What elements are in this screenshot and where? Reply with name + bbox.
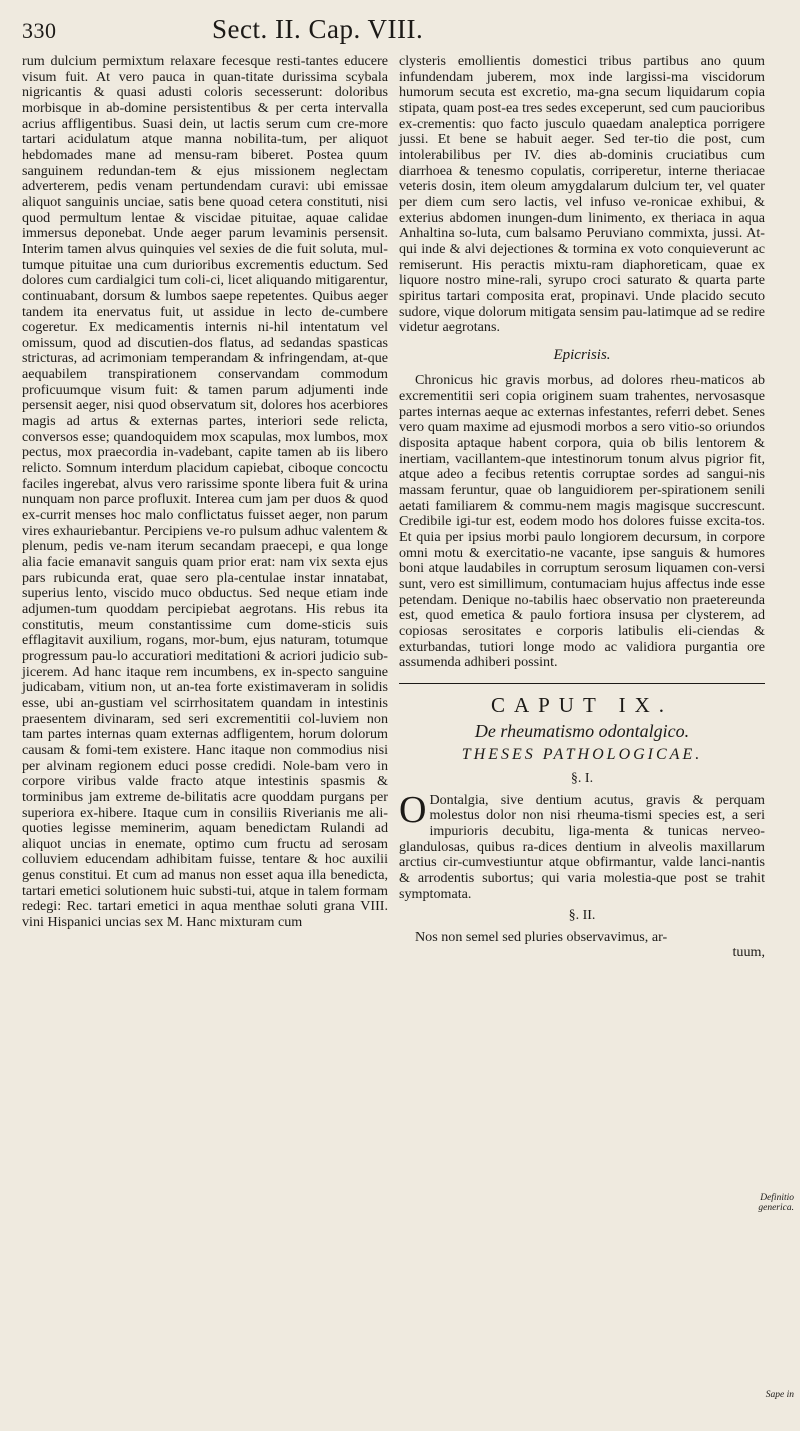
chapter-divider bbox=[399, 683, 765, 684]
section-2-text: Nos non semel sed pluries observavimus, ar- bbox=[415, 928, 668, 945]
theses-heading: THESES PATHOLOGICAE. bbox=[461, 746, 703, 764]
left-column bbox=[22, 54, 388, 931]
right-column bbox=[399, 54, 765, 961]
case-narrative: rum dulcium permixtum relaxare fecesque resti-tantes educere visum fuit. At vero pauca in quan-titate durissima scybala nigricantis & quasi adusti coloris secesserunt: doloribus morbisque in ab-domine persistentibus & per certa intervalla acrius affligentibus. Suasi dein, ut lactis serum cum cre-more tartari acidulatum atque manna nobilita-tum, per aliquot hebdomades mane ad mensu-ram biberet. Postea quum sanguinem redundan-tem & ejus missionem neglectam adverterem, pedis venam pertundendam curavi: ubi emissae aliquot sanguinis unciae, satis bene quoad cetera constituti, nisi quod permultum lentae & viscidae pituitae, aquae calidae immersus deponebat. Unde aeger parum levaminis persensit. Interim tamen alvus quinquies vel sexies de die fuit soluta, mul-tumque pituitae una cum durioribus excrementis eductum. Sed dolores cum cardialgici tum coli-ci, licet aliquando mitigarentur, continuabant, dorsum & lumbos saepe repetentes. Quibus aeger tandem ita enervatus fuit, ut assidue in lecto de-cumbere cogeretur. Ex medicamentis internis ni-hil intentatum vel omissum, quod ad discutien-dos flatus, ad sedandas spasticas stricturas, ad acrimoniam temperandam & infringendam, at-que aequabilem transpirationem conservandam commodum proficuumque visum fuit: & tamen parum adjumenti inde persensit aeger, nisi quod observatum sit, dolores hos acerbiores magis ad artus & externas partes, interiori sede relicta, conversos esse; quandoquidem mox scapulas, mox lumbos, mox pectus, mox praecordia in-vadebant, capite tamen ab iis libero relicto. Somnum interdum placidum capiebat, ciboque concoctu faciles ingerebat, alvus vero rarissime sponte libera fuit & urina nunquam non parce profluxit. Interea cum jam per duos & quod ex-currit menses hoc malo conflictatus fuisset aeger, non parum vires exhauriebantur. Percipiens ve-ro pulsum adhuc valentem & plenum, pedis ve-nam iterum secandam praecepi, e qua longe alia facie emanavit sanguis quam prior erat: nam vix sexta ejus pars rubicunda erat, quae sero pla-centulae instar innatabat, superius lento, viscido muco obductus. Sed neque etiam inde adjumen-tum quoddam percipiebat aegrotans. His rebus ita constitutis, meum constantissime cum dome-sticis suis efflagitavit auxilium, rogans, mor-bum, ejus naturam, totumque progressum pau-lo accuratiori meditationi & acriori judicio sub-jicerem. Ad hanc itaque rem incumbens, ex in-specto sanguine judicabam, vitium non, ut an-tea forte existimaveram in solidis esse, ubi an-gustiam vel scirrhositatem quandam in intestinis praesentem divinaram, sed seri excrementitii col-luviem non tam partes internas quam externas adfligentem, horum dolorum causam & fomi-tem existere. Hanc itaque non commodius nisi per alvinam regionem educi posse credidi. Nole-bam vero in corpore viribus valde fracto atque intestinis spasmis & torminibus jam extreme de-bilitatis acre quoddam purgans per superiora ex-hibere. Itaque cum in consiliis Riverianis me ali-quoties legisse meminerim, aquam benedictam Rulandi ad aliquot uncias in enemate, optimo cum fructu ad serosam colluviem educendam adhibitam fuisse, tentare & hoc auxilii genus constitui. Et cum ad manus non esset aqua illa benedicta, tartari emetici solutionem huic substi-tui, atque in talem formam redegi: Rec. tartari emetici in aqua menthae soluti grana VIII. vini Hispanici uncias sex M. Hanc mixturam cum bbox=[22, 53, 388, 931]
section-number-1: §. I. bbox=[570, 770, 594, 786]
chapter-title: De rheumatismo odontalgico. bbox=[474, 720, 690, 741]
section-1-body: Dontalgia, sive dentium acutus, gravis & perquam molestus dolor non nisi rheuma-tismi species est, a seri impurioris decubitu, liga-menta & tunicas nerveo-glandulosas, quibus ra-dices dentium in alveolis maxillarum arctius cir-cumvestiuntur atque obfirmantur, valde lanci-nantis & arrodentis subortus; qui varia molestia-que post se trahit symptomata. bbox=[399, 791, 765, 902]
chapter-heading: CAPUT IX. bbox=[490, 692, 674, 717]
page-number: 330 bbox=[22, 18, 57, 43]
drop-cap: O bbox=[399, 788, 427, 831]
epicrisis-heading: Epicrisis. bbox=[553, 346, 611, 363]
section-number-2: §. II. bbox=[568, 908, 596, 924]
case-narrative-continued: clysteris emollientis domestici tribus partibus ano quum infundendam juberem, mox inde largissi-ma viscidorum humorum secuta est excretio, ma-gna secum liquidarum copia stipata, quam post-ea tres sedes exceperunt, sed cum paucioribus ex-crementis: quo facto jusculo quaedam analeptica porrigere jussi. Et bene se habuit aeger. Sed ter-tio die post, cum intolerabilibus per IV. dies ab-dominis cruciatibus cum diarrhoea & tenesmo copulatis, corriperetur, interne theriacae veteris dosin, item oleum amygdalarum dulcium ter, vel quater per diem cum sero lactis, vel infuso ve-ronicae exhibui, & exterius abdomen inungen-dum linimento, ex theriaca in aqua Anhaltina so-luta, cum balsamo Peruviano commixta, jussi. At-qui inde & alvi dejectiones & tormina ex voto conquieverunt ac remiserunt. His peractis mixtu-ram diaphoreticam, quae ex liquore nostro mine-rali, syrupo croci saturato & quarta parte spiritus tartari composita erat, propinavi. Unde placido secuto sudore, vique dolorum mitigata sensim pau-latimque ad se redire videtur aegrotans. bbox=[399, 53, 765, 336]
margin-note-2: Sape in bbox=[765, 1390, 794, 1400]
page-header bbox=[22, 14, 782, 50]
margin-note-1: Definitio generica. bbox=[758, 1193, 794, 1213]
catchword: tuum, bbox=[732, 944, 765, 961]
epicrisis-text: Chronicus hic gravis morbus, ad dolores rheu-maticos ab excrementitii seri copia originem suam trahentes, nervosasque partes internas aeque ac externas infestantes, referri debet. Senes vero quam maxime ad ejusmodi morbos a sero vitio-so oriundos disposita aptaque habent corpora, quia ob bilis lentorem & inertiam, vacillantem-que intestinorum tonum alvus pigrior fit, atque adeo a fecibus retentis corruptae sordes ad sangui-nis massam feruntur, quae ob languidiorem per-spirationem senili aetati familiarem & commu-nem magis magisque succrescunt. Credibile igi-tur est, eodem modo hos dolores fuisse excita-tos. Et quia per ipsius morbi paulo longiorem decursum, in corpore omni motu & exercitatio-ne vacante, ipse sanguis & humores boni atque laudabiles in corruptum serosum liquamen con-versi sunt, vero est simillimum, contumaciam hujus affectus inde esse petendam. Denique no-tabilis haec observatio non praetereunda est, quod emetica & paulo fortiora insusa per clysterem, ad copiosas serositates e corporis latibulis eli-ciendas & exturbandas, tutiori longe modo ac validiora purgantia ore assumenda adhiberi possint. bbox=[399, 372, 765, 671]
section-1-text bbox=[399, 788, 765, 903]
running-head: Sect. II. Cap. VIII. bbox=[212, 14, 424, 44]
